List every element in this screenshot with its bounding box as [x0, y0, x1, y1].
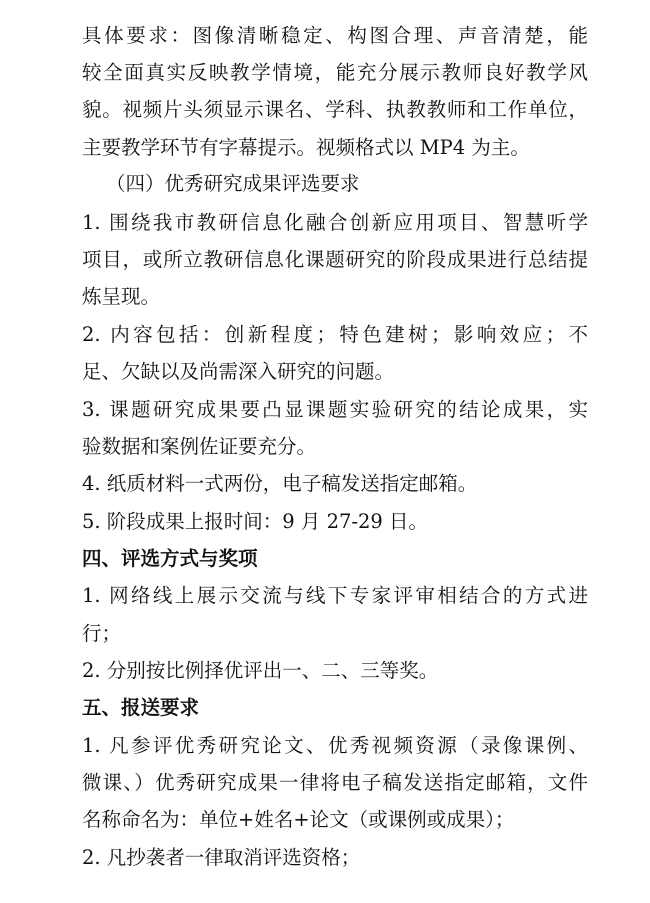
list-item-line: 4. 纸质材料一式两份，电子稿发送指定邮箱。	[82, 472, 478, 495]
list-item-line: 名称命名为：单位+姓名+论文（或课例或成果）；	[82, 808, 515, 831]
paragraph-line: 主要教学环节有字幕提示。视频格式以 MP4 为主。	[82, 136, 530, 159]
list-item-line: 5. 阶段成果上报时间：9 月 27-29 日。	[82, 510, 429, 533]
paragraph-line: 貌。视频片头须显示课名、学科、执教教师和工作单位，	[82, 98, 588, 121]
list-item-line: 2. 凡抄袭者一律取消评选资格；	[82, 846, 361, 869]
section-subheading: （四）优秀研究成果评选要求	[106, 172, 360, 195]
paragraph-line: 较全面真实反映教学情境，能充分展示教师良好教学风	[82, 61, 588, 84]
list-item-line: 项目，或所立教研信息化课题研究的阶段成果进行总结提	[82, 248, 588, 271]
list-item-line: 1. 凡参评优秀研究论文、优秀视频资源（录像课例、	[82, 734, 588, 757]
list-item-line: 3. 课题研究成果要凸显课题实验研究的结论成果，实	[82, 398, 588, 421]
list-item-line: 2. 内容包括：创新程度；特色建树；影响效应；不	[82, 323, 588, 346]
list-item-line: 微课、）优秀研究成果一律将电子稿发送指定邮箱，文件	[82, 771, 588, 794]
paragraph-line: 具体要求：图像清晰稳定、构图合理、声音清楚，能	[82, 24, 588, 47]
list-item-line: 炼呈现。	[82, 285, 161, 308]
list-item-line: 验数据和案例佐证要充分。	[82, 435, 317, 458]
list-item-line: 行；	[82, 622, 122, 645]
list-item-line: 2. 分别按比例择优评出一、二、三等奖。	[82, 659, 439, 682]
section-heading: 五、报送要求	[82, 696, 200, 719]
section-heading: 四、评选方式与奖项	[82, 547, 258, 570]
list-item-line: 足、欠缺以及尚需深入研究的问题。	[82, 360, 395, 383]
list-item-line: 1. 围绕我市教研信息化融合创新应用项目、智慧听学	[82, 211, 588, 234]
list-item-line: 1. 网络线上展示交流与线下专家评审相结合的方式进	[82, 584, 588, 607]
